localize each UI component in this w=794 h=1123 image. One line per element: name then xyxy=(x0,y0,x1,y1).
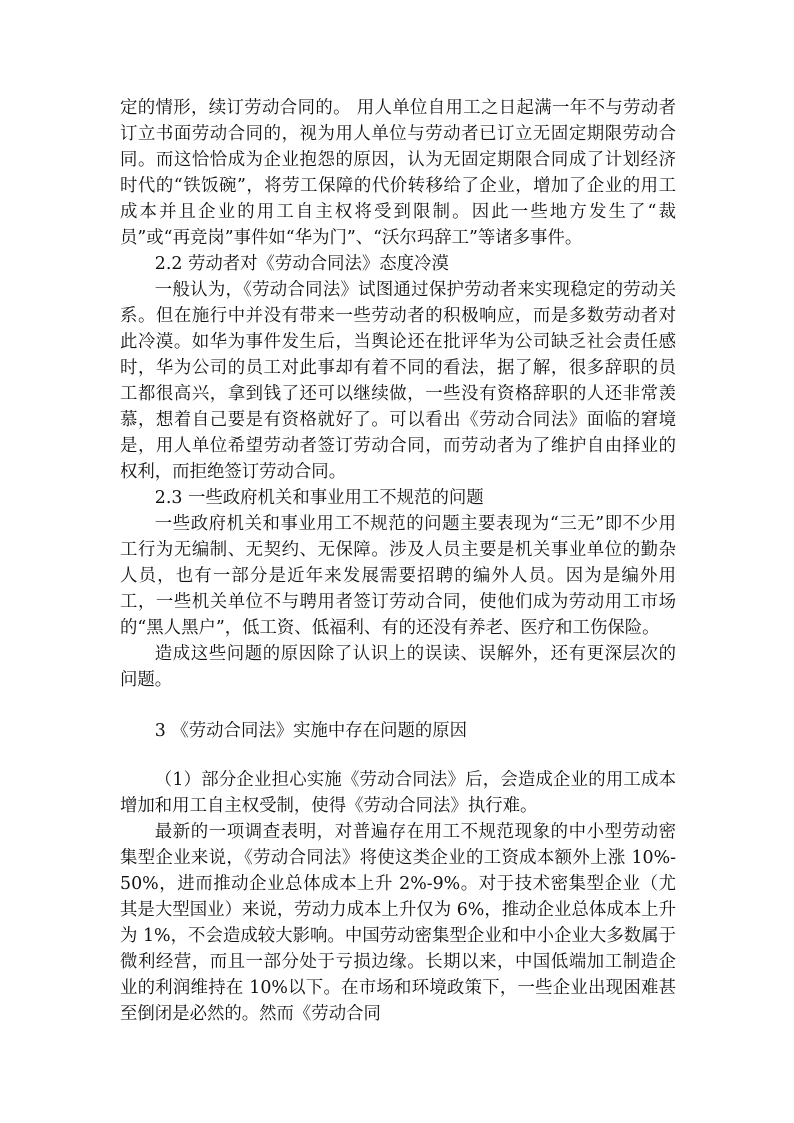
section-heading-3: 3 《劳动合同法》实施中存在问题的原因 xyxy=(154,721,468,741)
paragraph-government-employment: 一些政府机关和事业用工不规范的问题主要表现为“三无”即不少用工行为无编制、无契约、无保障。涉及人员主要是机关事业单位的勤杂人员，也有一部分是近年来发展需要招聘的编外人员。因为是编外用工，一些机关单位不与聘用者签订劳动合同，使他们成为劳动用工市场的“黑人黑户”，低工资、低福利、有的还没有养老、医疗和工伤保险。 xyxy=(120,514,676,638)
paragraph-worker-indifference: 一般认为，《劳动合同法》试图通过保护劳动者来实现稳定的劳动关系。但在施行中并没有带来一些劳动者的积极响应，而是多数劳动者对此冷漠。如华为事件发生后，当舆论还在批评华为公司缺乏社会责任感时，华为公司的员工对此事却有着不同的看法，据了解，很多辞职的员工都很高兴，拿到钱了还可以继续做，一些没有资格辞职的人还非常羡慕，想着自己要是有资格就好了。可以看出《劳动合同法》面临的窘境是，用人单位希望劳动者签订劳动合同，而劳动者为了维护自由择业的权利，而拒绝签订劳动合同。 xyxy=(120,280,676,482)
section-heading-2-3: 2.3 一些政府机关和事业用工不规范的问题 xyxy=(154,488,484,508)
section-heading-2-2: 2.2 劳动者对《劳动合同法》态度冷漠 xyxy=(154,254,449,274)
paragraph-contract-renewal: 定的情形，续订劳动合同的。 用人单位自用工之日起满一年不与劳动者订立书面劳动合同的，视为用人单位与劳动者已订立无固定期限劳动合同。而这恰恰成为企业抱怨的原因，认为无固定期限合同成了计划经济时代的“铁饭碗”，将劳工保障的代价转移给了企业，增加了企业的用工成本并且企业的用工自主权将受到限制。因此一些地方发生了“裁员”或“再竞岗”事件如“华为门”、“沃尔玛辞工”等诸多事件。 xyxy=(120,98,676,248)
paragraph-enterprise-concerns: （1）部分企业担心实施《劳动合同法》后，会造成企业的用工成本增加和用工自主权受制，使得《劳动合同法》执行难。 xyxy=(120,770,676,816)
paragraph-survey-findings: 最新的一项调查表明，对普遍存在用工不规范现象的中小型劳动密集型企业来说，《劳动合同法》将使这类企业的工资成本额外上涨 10%-50%，进而推动企业总体成本上升 2%-9%。对于技术密集型企业（尤其是大型国业）来说，劳动力成本上升仅为 6%，推动企业总体成本上升为 1%，不会造成较大影响。中国劳动密集型企业和中小企业大多数属于微利经营，而且一部分处于亏损边缘。长期以来，中国低端加工制造企业的利润维持在 10%以下。在市场和环境政策下，一些企业出现困难甚至倒闭是必然的。然而《劳动合同 xyxy=(120,822,676,1024)
document-body xyxy=(120,95,676,1027)
paragraph-deeper-causes: 造成这些问题的原因除了认识上的误读、误解外，还有更深层次的问题。 xyxy=(120,644,676,690)
